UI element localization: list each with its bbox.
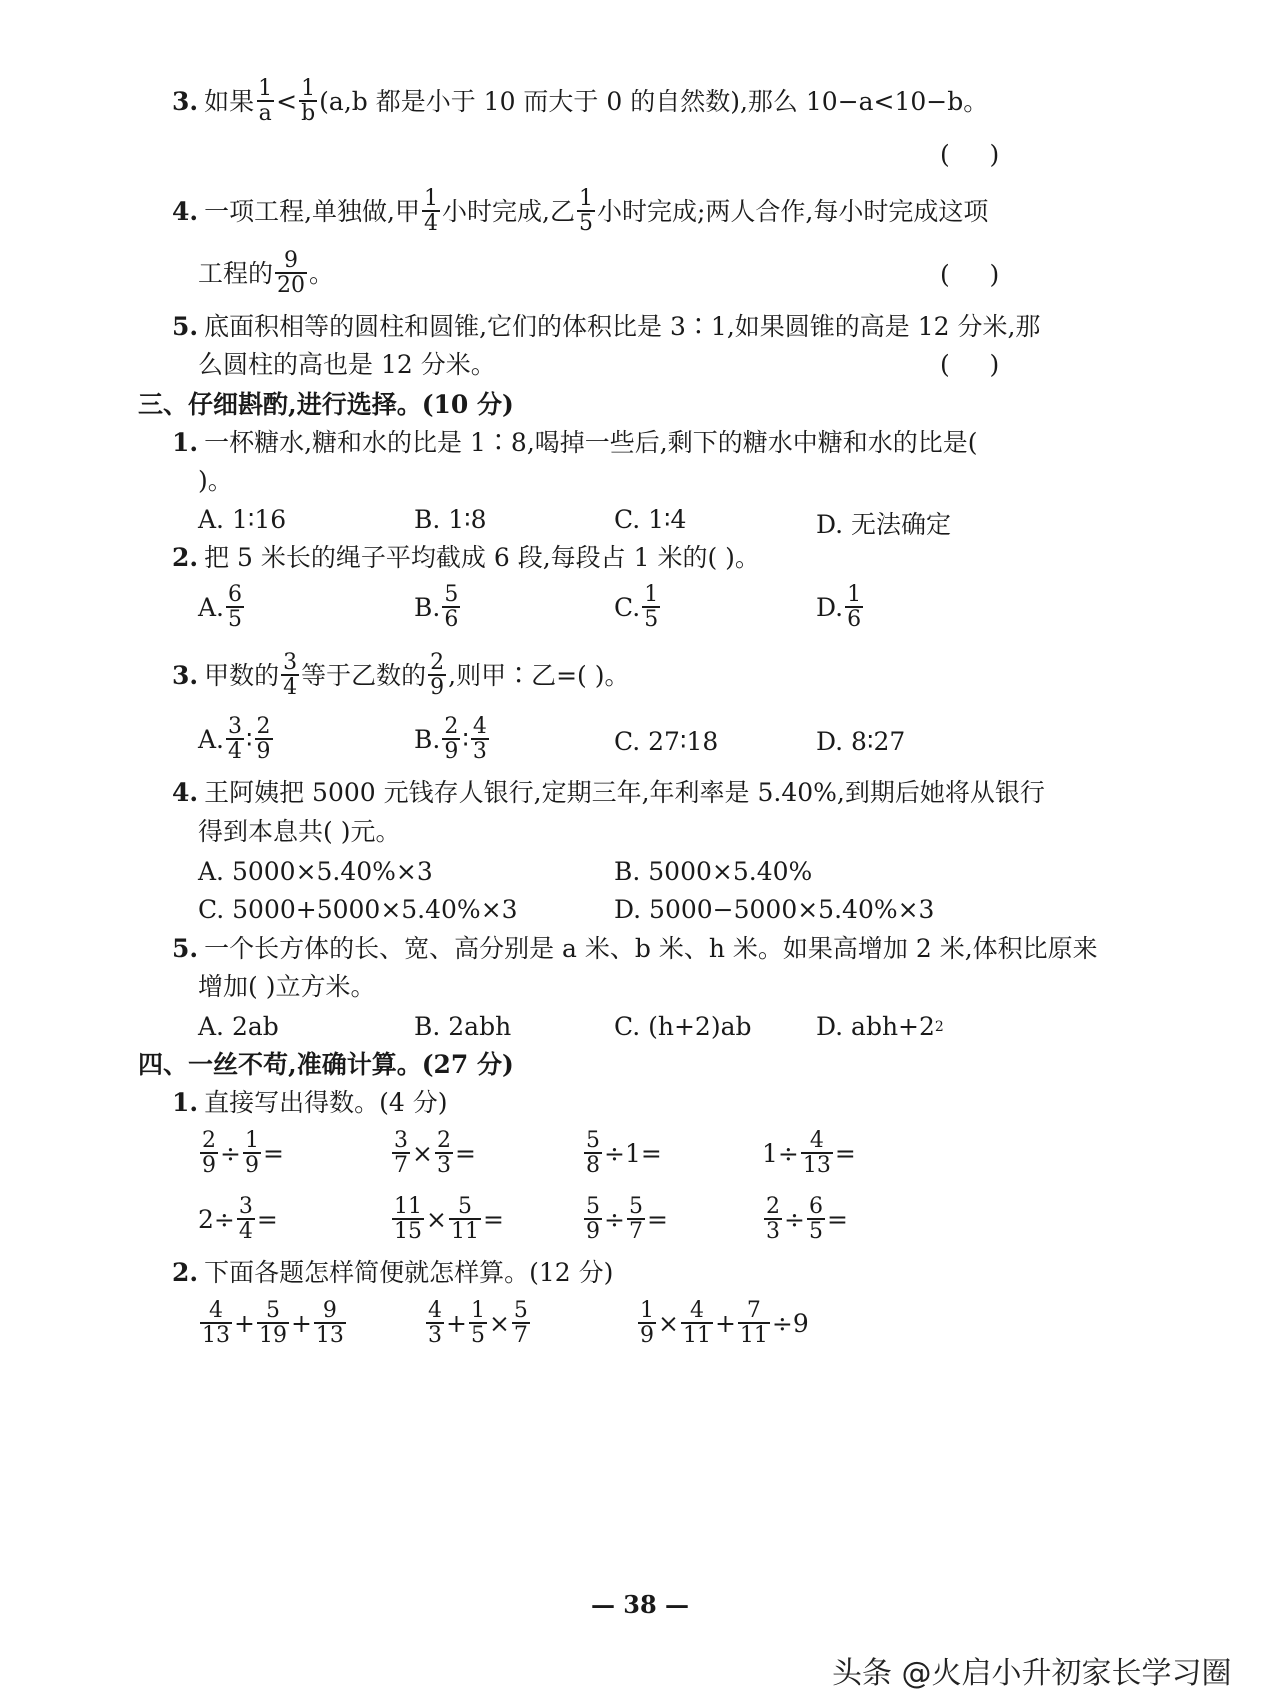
fraction: $\frac{3}{4}$ [283,650,298,700]
option-c[interactable]: C. 1∶4 [614,505,687,534]
fraction: $\frac{5}{6}$ [444,582,459,632]
expression: $\frac{2}{3}$ ÷ $\frac{6}{5}$ = [766,1194,848,1244]
option-b[interactable]: B. 2abh [414,1012,512,1041]
option-d[interactable]: D. 5000−5000×5.40%×3 [614,895,935,924]
judge-question-4: 4. 一项工程,单独做,甲 $\frac{1}{4}$ 小时完成,乙 $\frac{1}{5}$ 小时完成;两人合作,每小时完成这项 [172,186,989,236]
fraction: $\frac{4}{3}$ [472,714,487,764]
judge-question-5-line2: 么圆柱的高也是 12 分米。 [198,350,496,379]
expression: $\frac{1}{9}$ × $\frac{4}{11}$ + $\frac{7}{11}$ ÷ 9 [640,1298,809,1348]
fraction: $\frac{2}{9}$ [444,714,459,764]
option-b[interactable]: B. $\frac{2}{9}$ ∶ $\frac{4}{3}$ [414,714,487,764]
expression: $\frac{4}{13}$ + $\frac{5}{19}$ + $\frac{9}{13}$ [202,1298,344,1348]
expression: $\frac{2}{9}$ ÷ $\frac{1}{9}$ = [202,1128,284,1178]
watermark: 头条 @火启小升初家长学习圈 [832,1656,1232,1691]
fraction: $\frac{6}{5}$ [228,582,243,632]
answer-blank[interactable]: ( ) [940,140,1000,169]
choice-question-4-line2: 得到本息共( )元。 [198,817,401,846]
option-b[interactable]: B. 5000×5.40% [614,857,813,886]
answer-blank[interactable]: ( ) [940,260,1000,289]
fraction: $\frac{2}{9}$ [256,714,271,764]
fraction: $\frac{1}{5}$ [578,186,593,236]
option-b[interactable]: B. 1∶8 [414,505,487,534]
option-c[interactable]: C. 27∶18 [614,727,719,756]
section-3-title: 三、仔细斟酌,进行选择。(10 分) [138,390,514,419]
option-a[interactable]: A. 2ab [198,1012,279,1041]
option-a[interactable]: A. $\frac{6}{5}$ [198,582,243,632]
option-d[interactable]: D. abh+2 2 [816,1012,944,1041]
expression: $\frac{5}{9}$ ÷ $\frac{5}{7}$ = [586,1194,668,1244]
judge-question-5: 5. 底面积相等的圆柱和圆锥,它们的体积比是 3∶1,如果圆锥的高是 12 分米,那 [172,312,1041,341]
section-4-title: 四、一丝不苟,准确计算。(27 分) [138,1050,514,1079]
choice-question-1-line2: )。 [198,466,233,495]
fraction: $\frac{1}{a}$ [258,76,273,126]
fraction: $\frac{1}{4}$ [424,186,439,236]
judge-question-3: 3. 如果 $\frac{1}{a}$ < $\frac{1}{b}$ (a,b 都是小于 10 而大于 0 的自然数),那么 10−a<10−b。 [172,76,989,126]
option-c[interactable]: C. $\frac{1}{5}$ [614,582,659,632]
judge-question-4-line2: 工程的 $\frac{9}{20}$ 。 [198,248,335,298]
calc-question-2: 2. 下面各题怎样简便就怎样算。(12 分) [172,1258,614,1287]
calc-question-1: 1. 直接写出得数。(4 分) [172,1088,448,1117]
answer-blank[interactable]: ( ) [940,350,1000,379]
choice-question-1: 1. 一杯糖水,糖和水的比是 1∶8,喝掉一些后,剩下的糖水中糖和水的比是( [172,428,978,457]
option-c[interactable]: C. 5000+5000×5.40%×3 [198,895,518,924]
choice-question-4: 4. 王阿姨把 5000 元钱存人银行,定期三年,年利率是 5.40%,到期后她将从银行 [172,778,1045,807]
option-a[interactable]: A. $\frac{3}{4}$ ∶ $\frac{2}{9}$ [198,714,271,764]
expression: $\frac{5}{8}$ ÷ 1 = [586,1128,662,1178]
option-c[interactable]: C. (h+2)ab [614,1012,752,1041]
option-a[interactable]: A. 5000×5.40%×3 [198,857,433,886]
option-d[interactable]: D. 无法确定 [816,510,952,539]
choice-question-3: 3. 甲数的 $\frac{3}{4}$ 等于乙数的 $\frac{2}{9}$ ,则甲∶乙=( )。 [172,650,630,700]
expression: $\frac{3}{7}$ × $\frac{2}{3}$ = [394,1128,476,1178]
option-d[interactable]: D. $\frac{1}{6}$ [816,582,862,632]
page-number: — 38 — [590,1590,690,1619]
choice-question-2: 2. 把 5 米长的绳子平均截成 6 段,每段占 1 米的( )。 [172,543,760,572]
expression: $\frac{4}{3}$ + $\frac{1}{5}$ × $\frac{5}{7}$ [428,1298,528,1348]
option-b[interactable]: B. $\frac{5}{6}$ [414,582,459,632]
option-d[interactable]: D. 8∶27 [816,727,906,756]
fraction: $\frac{9}{20}$ [277,248,306,298]
expression: 2 ÷ $\frac{3}{4}$ = [198,1194,278,1244]
fraction: $\frac{2}{9}$ [430,650,445,700]
choice-question-5-line2: 增加( )立方米。 [198,972,376,1001]
fraction: $\frac{1}{6}$ [847,582,862,632]
option-a[interactable]: A. 1∶16 [198,505,287,534]
expression: 1 ÷ $\frac{4}{13}$ = [762,1128,856,1178]
choice-question-5: 5. 一个长方体的长、宽、高分别是 a 米、b 米、h 米。如果高增加 2 米,体积比原来 [172,934,1098,963]
fraction: $\frac{3}{4}$ [228,714,243,764]
fraction: $\frac{1}{5}$ [644,582,659,632]
fraction: $\frac{1}{b}$ [301,76,316,126]
expression: $\frac{11}{15}$ × $\frac{5}{11}$ = [394,1194,504,1244]
